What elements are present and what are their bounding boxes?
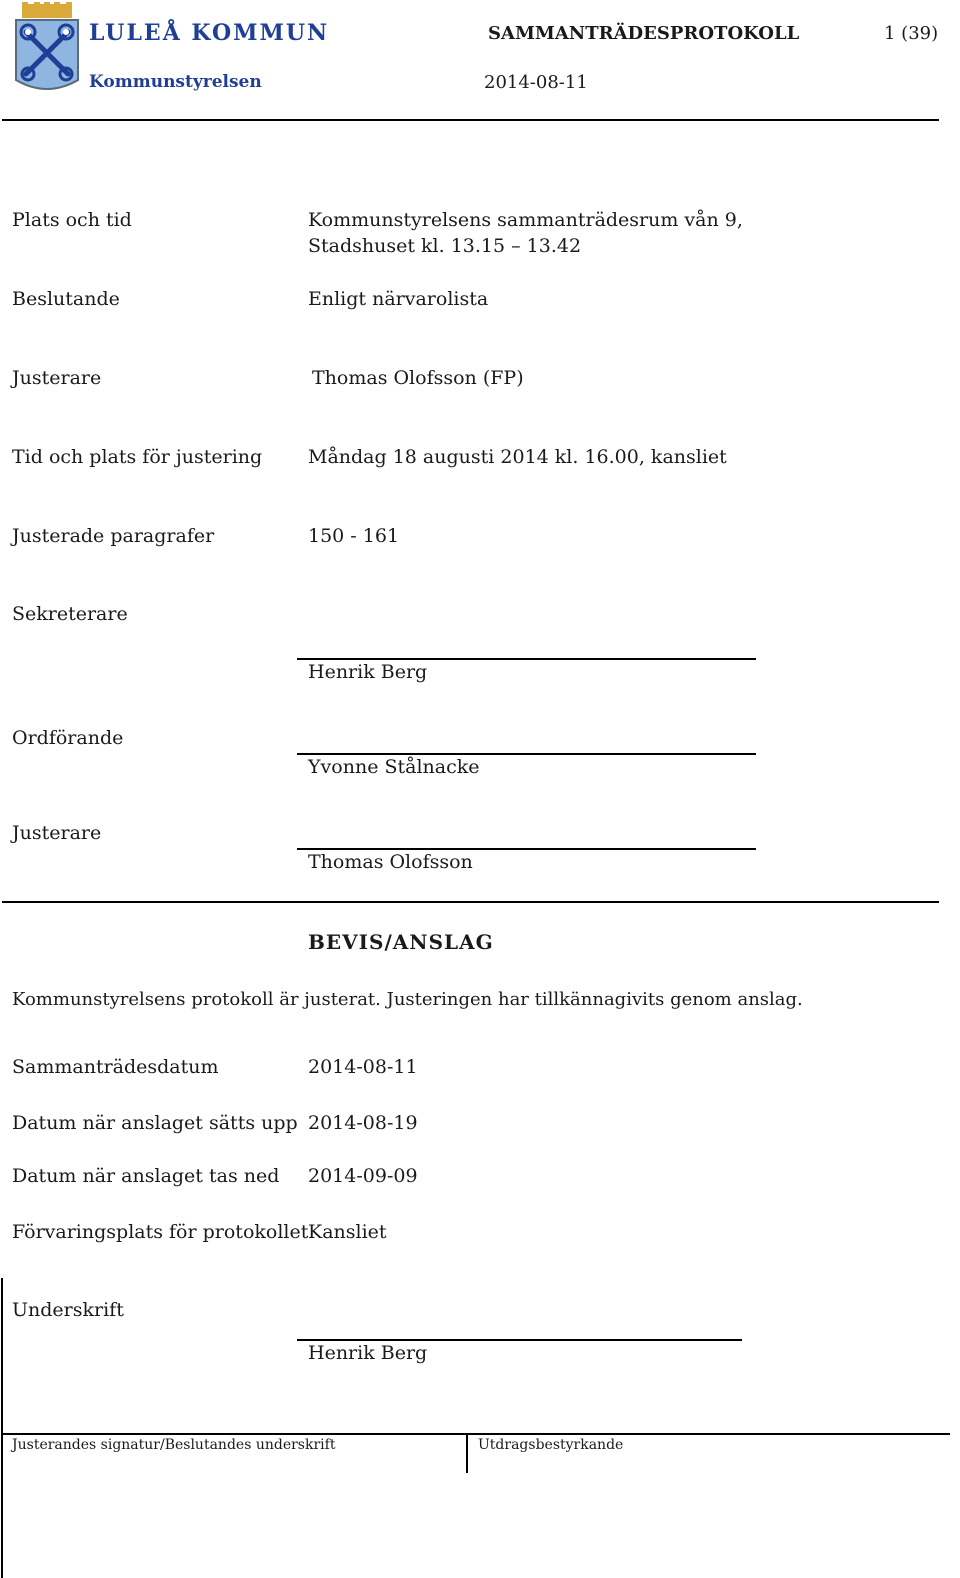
removed-date-label: Datum när anslaget tas ned	[12, 1165, 280, 1187]
secretary-name: Henrik Berg	[308, 661, 428, 683]
chair-label: Ordförande	[12, 727, 124, 749]
posted-date-label: Datum när anslaget sätts upp	[12, 1112, 298, 1134]
place-value-line1: Kommunstyrelsens sammanträdesrum vån 9,	[308, 209, 743, 231]
footer-separator	[466, 1433, 468, 1473]
adjuster-signature-label: Justerare	[12, 822, 102, 844]
adjuster-value: Thomas Olofsson (FP)	[312, 367, 524, 389]
chair-name: Yvonne Stålnacke	[308, 756, 480, 778]
deciders-value: Enligt närvarolista	[308, 288, 489, 310]
adjuster-label: Justerare	[12, 367, 102, 389]
place-value-line2: Stadshuset kl. 13.15 – 13.42	[308, 235, 582, 257]
meeting-date-label: Sammanträdesdatum	[12, 1056, 219, 1078]
place-label: Plats och tid	[12, 209, 132, 231]
signature-label: Underskrift	[12, 1299, 124, 1321]
deciders-label: Beslutande	[12, 288, 120, 310]
document-date: 2014-08-11	[484, 72, 588, 93]
adjuster-name: Thomas Olofsson	[308, 851, 473, 873]
secretary-signature-line	[297, 658, 756, 660]
storage-label: Förvaringsplats för protokollet	[12, 1221, 309, 1243]
notice-signature-line	[297, 1339, 742, 1341]
header-divider	[2, 119, 939, 121]
municipal-coat-of-arms-icon	[12, 2, 82, 98]
adjust-time-value: Måndag 18 augusti 2014 kl. 16.00, kansliet	[308, 446, 727, 468]
section-divider	[2, 901, 939, 903]
left-margin-rule	[1, 1278, 3, 1578]
notice-statement: Kommunstyrelsens protokoll är justerat. Justeringen har tillkännagivits genom anslag.	[12, 989, 803, 1010]
paragraphs-value: 150 - 161	[308, 525, 400, 547]
storage-value: Kansliet	[308, 1221, 387, 1243]
notice-signature-name: Henrik Berg	[308, 1342, 428, 1364]
page-number: 1 (39)	[884, 23, 939, 44]
secretary-label: Sekreterare	[12, 603, 128, 625]
meeting-date-value: 2014-08-11	[308, 1056, 418, 1078]
department-name: Kommunstyrelsen	[89, 72, 262, 92]
adjuster-signature-line	[297, 848, 756, 850]
posted-date-value: 2014-08-19	[308, 1112, 418, 1134]
notice-title: BEVIS/ANSLAG	[308, 930, 494, 954]
chair-signature-line	[297, 753, 756, 755]
footer-divider	[2, 1433, 950, 1435]
footer-signature-label: Justerandes signatur/Beslutandes underskrift	[12, 1437, 336, 1453]
paragraphs-label: Justerade paragrafer	[12, 525, 215, 547]
removed-date-value: 2014-09-09	[308, 1165, 418, 1187]
footer-extract-label: Utdragsbestyrkande	[478, 1437, 624, 1453]
adjust-time-label: Tid och plats för justering	[12, 446, 263, 468]
organization-name: LULEÅ KOMMUN	[89, 20, 330, 46]
document-type: SAMMANTRÄDESPROTOKOLL	[488, 23, 800, 44]
